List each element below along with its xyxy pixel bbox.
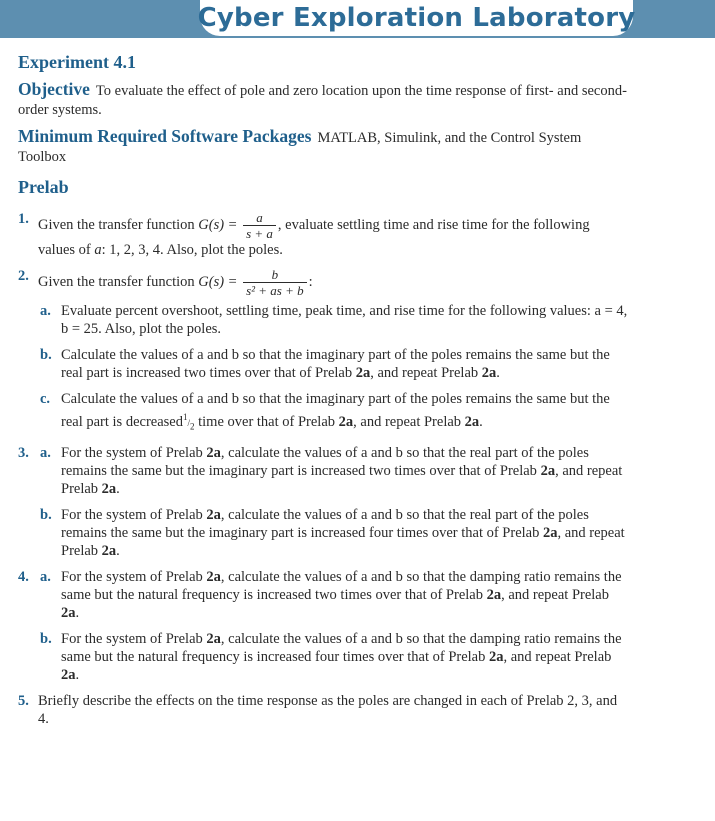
transfer-function-fraction xyxy=(243,210,276,241)
objective-paragraph xyxy=(18,80,630,120)
item-text: , and repeat Prelab xyxy=(501,586,609,603)
item-text: . xyxy=(116,480,120,497)
fraction-denominator: s + a xyxy=(243,225,276,241)
software-label: Minimum Required Software Packages xyxy=(18,126,312,146)
item-text: For the system of Prelab xyxy=(61,568,203,585)
item-text: Evaluate percent overshoot, settling time, peak time, and rise time for the following values: a = 4, b = 25. Also, plot the poles. xyxy=(61,303,628,337)
item-text: . xyxy=(116,542,120,559)
item-text: , evaluate settling time and rise time for the following values of xyxy=(38,216,590,258)
item-text: For the system of Prelab xyxy=(61,444,203,461)
objective-label: Objective xyxy=(18,79,90,99)
item-text: time over that of Prelab xyxy=(198,413,336,430)
item-text: , and repeat Prelab xyxy=(503,648,612,665)
transfer-function-label: G(s) = xyxy=(198,216,238,233)
item-text: For the system of Prelab xyxy=(61,506,203,523)
prelab-item-2b xyxy=(18,346,630,382)
fraction-numerator: b xyxy=(271,267,279,282)
transfer-function-fraction xyxy=(243,267,307,298)
banner-title-pill xyxy=(197,0,636,36)
fraction-numerator: a xyxy=(256,210,263,225)
item-text: , calculate the values of a and b so that the damping ratio remains the same but the natural frequency is increased four times over that of Prelab xyxy=(61,630,622,665)
subitem-label: a. xyxy=(40,303,51,319)
fraction-denominator: 2 xyxy=(189,421,195,432)
fraction-numerator: 1 xyxy=(182,412,188,422)
prelab-reference: 2a xyxy=(206,506,221,523)
item-text: Given the transfer function xyxy=(38,273,195,290)
subitem-label: b. xyxy=(40,506,52,523)
prelab-item-2a xyxy=(18,302,630,338)
item-text: . xyxy=(479,413,483,430)
item-text: , and repeat Prelab xyxy=(61,462,623,497)
prelab-item-2c: c. Calculate the values of a and b so that the imaginary part of the poles remains the same but the real part is $decreased^1/_2$ time over that of Prelab 2a, and repeat Prelab 2a. xyxy=(40,391,610,432)
prelab-reference: 2a xyxy=(61,604,76,621)
software-paragraph xyxy=(18,127,630,167)
item-text: : xyxy=(308,273,313,290)
fraction-denominator: s² + as + b xyxy=(243,282,307,298)
prelab-reference: 2a xyxy=(101,542,117,559)
prelab-reference: 2a xyxy=(338,413,354,430)
prelab-reference: 2a xyxy=(61,666,76,683)
prelab-reference: 2a xyxy=(481,365,497,381)
prelab-heading: Prelab xyxy=(18,177,69,197)
software-text: MATLAB, Simulink, and the Control System Toolbox xyxy=(18,130,582,165)
item-text: , and repeat Prelab xyxy=(61,524,625,559)
item-text: . xyxy=(496,365,500,381)
subitem-label: b. xyxy=(40,630,52,647)
item-text: , and repeat Prelab xyxy=(370,365,479,381)
item-text: Given the transfer function xyxy=(38,216,195,233)
header-banner xyxy=(0,0,715,38)
transfer-function-label: G(s) = xyxy=(198,273,238,290)
prelab-reference: 2a xyxy=(206,630,221,647)
item-text: For the system of Prelab xyxy=(61,630,203,647)
item-number: 5. xyxy=(18,692,29,709)
item-text: Calculate the values of a and b so that the imaginary part of the poles remains the same but the real part is decreased xyxy=(61,391,610,430)
subitem-label: b. xyxy=(40,347,52,363)
item-number: 3. xyxy=(18,444,29,461)
prelab-item-4b xyxy=(18,630,630,684)
item-number: 2. xyxy=(18,268,29,284)
item-text: : 1, 2, 3, 4. Also, plot the poles. xyxy=(101,242,283,258)
prelab-item-1 xyxy=(18,210,630,259)
prelab-item-2 xyxy=(18,267,630,298)
item-text: , calculate the values of a and b so that the damping ratio remains the same but the natural frequency is increased two times over that of Prelab xyxy=(61,568,622,603)
prelab-item-3a xyxy=(18,444,630,498)
page-content xyxy=(18,46,630,728)
prelab-reference: 2a xyxy=(101,480,117,497)
prelab-reference: 2a xyxy=(542,524,558,541)
subitem-label: c. xyxy=(40,391,51,407)
experiment-title: Experiment 4.1 xyxy=(18,52,136,72)
prelab-item-5 xyxy=(18,692,630,728)
item-text: Calculate the values of a and b so that the imaginary part of the poles remains the same but the real part is increased two times over that of Prelab xyxy=(61,347,610,381)
prelab-reference: 2a xyxy=(540,462,556,479)
item-text: , calculate the values of a and b so that the real part of the poles remains the same but the imaginary part is increased four times over that of Prelab xyxy=(61,506,589,541)
prelab-reference: 2a xyxy=(489,648,504,665)
item-number: 1. xyxy=(18,211,29,227)
prelab-item-3b xyxy=(18,506,630,560)
prelab-reference: 2a xyxy=(486,586,502,603)
prelab-reference: 2a xyxy=(355,365,371,381)
item-text: . xyxy=(75,604,80,621)
item-text: , and repeat Prelab xyxy=(353,413,462,430)
item-text: Briefly describe the effects on the time response as the poles are changed in each of Prelab 2, 3, and 4. xyxy=(38,692,618,727)
prelab-reference: 2a xyxy=(464,413,480,430)
banner-title: Cyber Exploration Laboratory xyxy=(197,3,636,33)
prelab-reference: 2a xyxy=(206,444,221,461)
objective-text: To evaluate the effect of pole and zero location upon the time response of first- and second-order systems. xyxy=(18,83,627,118)
variable: a xyxy=(94,242,102,258)
subitem-label: a. xyxy=(40,568,51,585)
subitem-label: a. xyxy=(40,444,51,461)
prelab-reference: 2a xyxy=(206,568,221,585)
item-number: 4. xyxy=(18,568,29,585)
item-text: , calculate the values of a and b so that the real part of the poles remains the same but the imaginary part is increased two times over that of Prelab xyxy=(61,444,589,479)
item-text: . xyxy=(75,666,80,683)
prelab-item-4a xyxy=(18,568,630,622)
